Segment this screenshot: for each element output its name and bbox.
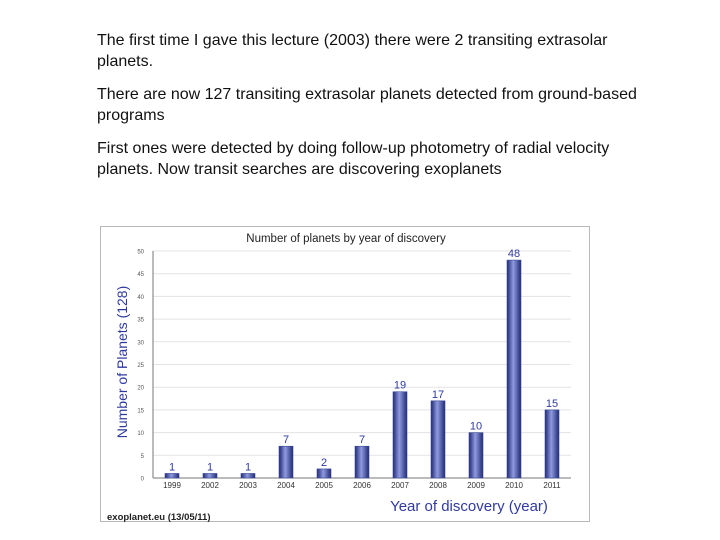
y-tick-label: 30 xyxy=(137,340,144,347)
bar-chart xyxy=(101,227,591,523)
bar xyxy=(469,433,483,478)
bar xyxy=(279,446,293,478)
data-label: 7 xyxy=(358,434,366,447)
bar xyxy=(165,473,179,478)
data-label: 2 xyxy=(320,456,328,469)
x-tick-label: 2007 xyxy=(391,481,409,490)
x-tick-label: 2002 xyxy=(201,481,219,490)
x-tick-label: 2006 xyxy=(353,481,371,490)
x-tick-label: 2011 xyxy=(543,481,561,490)
data-label: 7 xyxy=(282,434,290,447)
bar xyxy=(393,392,407,478)
data-label: 1 xyxy=(244,461,252,474)
x-tick-label: 2005 xyxy=(315,481,333,490)
chart-credit: exoplanet.eu (13/05/11) xyxy=(107,512,211,523)
x-tick-label: 2003 xyxy=(239,481,257,490)
y-tick-label: 0 xyxy=(140,476,144,483)
data-label: 19 xyxy=(393,379,407,392)
bar xyxy=(545,410,559,478)
chart-title: Number of planets by year of discovery xyxy=(246,233,446,245)
paragraph-first-lecture: The first time I gave this lecture (2003) there were 2 transiting extrasolar planets. xyxy=(97,32,608,70)
data-label: 17 xyxy=(431,388,445,401)
data-label: 1 xyxy=(168,461,176,474)
bar xyxy=(203,473,217,478)
data-label: 15 xyxy=(545,397,559,410)
y-tick-label: 40 xyxy=(137,294,144,301)
x-axis-label: Year of discovery (year) xyxy=(390,498,548,515)
x-tick-label: 2009 xyxy=(467,481,485,490)
bar xyxy=(431,401,445,478)
y-tick-label: 10 xyxy=(137,431,144,438)
bar xyxy=(355,446,369,478)
data-label: 10 xyxy=(469,420,483,433)
bar xyxy=(241,473,255,478)
y-axis-label: Number of Planets (128) xyxy=(114,285,130,439)
y-tick-label: 35 xyxy=(137,317,144,324)
paragraph-detection-methods: First ones were detected by doing follow-up photometry of radial velocity planets. Now transit searches are discovering exoplanets xyxy=(97,140,610,178)
x-tick-label: 2004 xyxy=(277,481,295,490)
x-tick-label: 2010 xyxy=(505,481,523,490)
y-tick-label: 5 xyxy=(140,453,144,460)
y-tick-label: 45 xyxy=(137,272,144,279)
x-tick-label: 2008 xyxy=(429,481,447,490)
x-tick-label: 1999 xyxy=(163,481,181,490)
y-tick-label: 50 xyxy=(137,249,144,256)
bar xyxy=(507,260,521,478)
data-label: 1 xyxy=(206,461,214,474)
y-tick-label: 20 xyxy=(137,385,144,392)
bar xyxy=(317,469,331,478)
paragraph-transiting-count: There are now 127 transiting extrasolar planets detected from ground-based programs xyxy=(97,86,637,124)
chart-panel xyxy=(100,226,590,522)
y-tick-label: 15 xyxy=(137,408,144,415)
y-tick-label: 25 xyxy=(137,363,144,369)
data-label: 48 xyxy=(507,248,521,261)
